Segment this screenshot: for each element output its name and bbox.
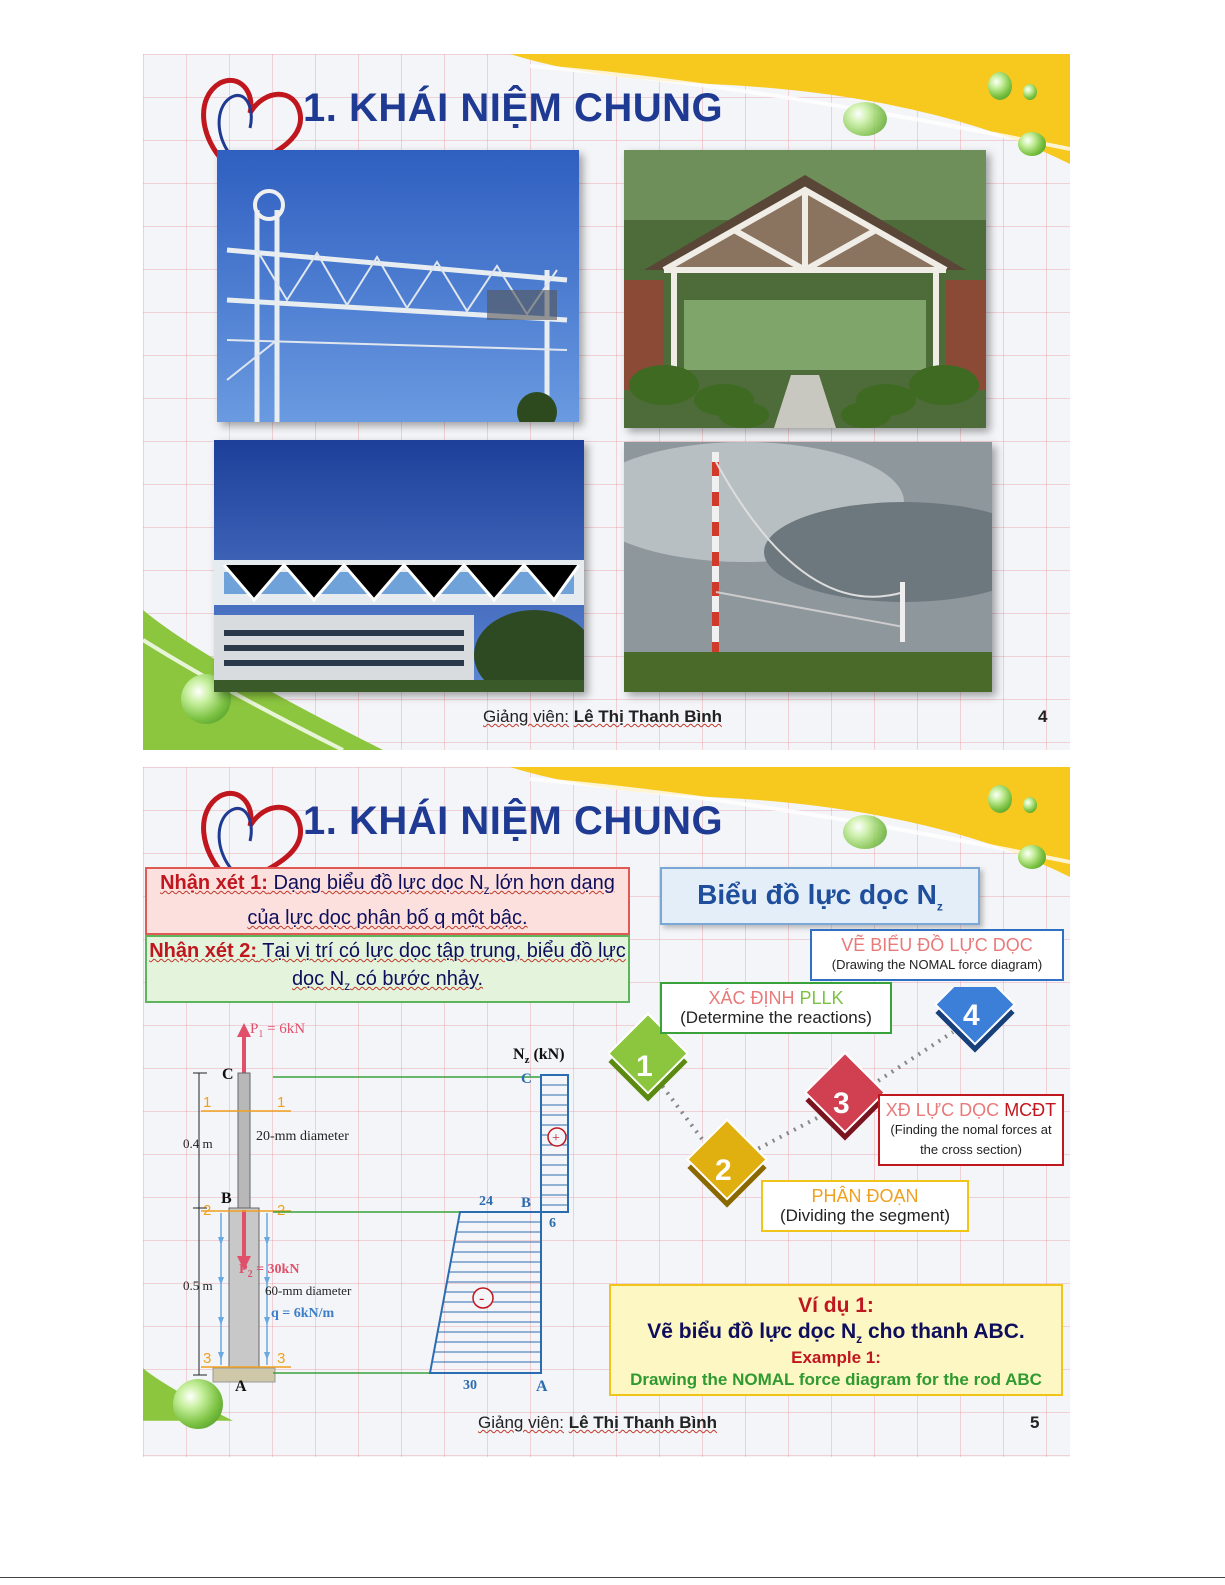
step-1-number: 1 xyxy=(636,1050,653,1083)
plus-sign: + xyxy=(552,1131,560,1146)
slide-title: 1. KHÁI NIỆM CHUNG xyxy=(303,86,724,130)
section-1-left: 1 xyxy=(203,1094,212,1111)
nz-axis-label: $N_z$ (kN) xyxy=(513,1046,565,1066)
remark-1-text: Dạng biểu đồ lực dọc N xyxy=(267,872,484,894)
value-30: 30 xyxy=(463,1378,477,1393)
lecturer-footer xyxy=(483,707,722,727)
truss-tower-photo xyxy=(217,150,579,422)
heading-text: Biểu đồ lực dọc N xyxy=(697,879,937,910)
step-1-title: XÁC ĐỊNH xyxy=(708,988,800,1008)
water-drop-icon xyxy=(988,72,1012,100)
upper-diameter-label: 20-mm diameter xyxy=(256,1129,349,1144)
suspension-bridge-photo xyxy=(624,442,992,692)
heart-logo-icon xyxy=(195,781,315,881)
section-3-right: 3 xyxy=(277,1350,286,1367)
water-drop-icon xyxy=(1018,845,1046,869)
step-1-title-accent: PLLK xyxy=(799,988,844,1008)
remark-2-text: Tại vị trí có lực dọc tập trung, biểu đồ lực dọc N xyxy=(257,940,626,990)
lecturer-footer xyxy=(478,1413,717,1433)
water-drop-icon xyxy=(843,815,887,849)
example-label: Ví dụ 1: xyxy=(798,1294,874,1317)
slide-title: 1. KHÁI NIỆM CHUNG xyxy=(303,799,724,843)
p2-label: $P_2 = 30kN$ xyxy=(239,1262,300,1280)
example-task-tail: cho thanh ABC. xyxy=(862,1320,1025,1343)
lecturer-name: Lê Thị Thanh Bình xyxy=(568,1413,717,1432)
step-4-box xyxy=(810,929,1064,981)
step-4-title-accent: LỰC DỌC xyxy=(949,935,1033,955)
point-c-label: C xyxy=(222,1066,234,1083)
lecturer-name: Lê Thị Thanh Bình xyxy=(573,707,722,726)
rod-axial-force-diagram xyxy=(173,1015,613,1400)
length-upper-label: 0.4 m xyxy=(183,1136,213,1151)
heading-sub: z xyxy=(936,899,943,914)
lower-diameter-label: 60-mm diameter xyxy=(265,1283,352,1298)
remark-1-box xyxy=(145,867,630,935)
nz-point-c: C xyxy=(521,1071,532,1087)
remark-1-heading: Nhận xét 1: xyxy=(160,872,268,894)
step-3-subtitle: (Finding the nomal forces at the cross section) xyxy=(890,1122,1052,1157)
page-number: 5 xyxy=(1030,1413,1040,1432)
step-4-title: VẼ BIỂU ĐỒ xyxy=(841,935,950,955)
remark-2-text-tail: có bước nhảy. xyxy=(350,968,484,990)
example-task xyxy=(611,1320,1061,1346)
slide-4 xyxy=(143,54,1070,750)
nz-point-b: B xyxy=(521,1195,532,1211)
step-2-subtitle: (Dividing the segment) xyxy=(779,1206,951,1225)
example-task-sub: z xyxy=(856,1332,863,1347)
p1-label: $P_1 = 6kN$ xyxy=(250,1021,306,1040)
remark-2-heading: Nhận xét 2: xyxy=(149,940,257,962)
example-task-text: Vẽ biểu đồ lực dọc N xyxy=(647,1320,857,1343)
water-drop-icon xyxy=(1018,132,1046,156)
remark-1-sub: z xyxy=(483,883,490,897)
section-1-right: 1 xyxy=(277,1094,286,1111)
section-3-left: 3 xyxy=(203,1350,212,1367)
value-6: 6 xyxy=(549,1216,556,1231)
upper-rod xyxy=(238,1073,250,1208)
example-task-en: Drawing the NOMAL force diagram for the rod ABC xyxy=(630,1370,1042,1390)
page-number: 4 xyxy=(1038,707,1048,726)
example-label-en: Example 1: xyxy=(791,1348,881,1368)
step-2-title: PHÂN ĐOẠN xyxy=(811,1186,919,1206)
remark-2-sub: z xyxy=(344,979,351,993)
step-4-subtitle: (Drawing the NOMAL force diagram) xyxy=(831,957,1043,972)
q-label: q = 6kN/m xyxy=(271,1306,335,1321)
point-b-label: B xyxy=(221,1190,232,1207)
example-box xyxy=(609,1284,1063,1396)
skybridge-photo xyxy=(214,440,584,692)
step-1-subtitle: (Determine the reactions) xyxy=(680,1008,872,1027)
length-lower-label: 0.5 m xyxy=(183,1278,213,1293)
step-2-box xyxy=(761,1180,969,1232)
step-4-number: 4 xyxy=(963,999,980,1032)
axial-force-diagram-heading xyxy=(660,867,980,925)
water-drop-icon xyxy=(988,785,1012,813)
page-bottom-rule xyxy=(0,1577,1225,1578)
footer-label: Giảng viên: xyxy=(478,1413,564,1432)
minus-sign: - xyxy=(479,1290,485,1307)
point-a-label: A xyxy=(235,1378,247,1395)
section-2-left: 2 xyxy=(203,1202,212,1219)
section-2-right: 2 xyxy=(277,1202,286,1219)
step-3-title-accent: MCĐT xyxy=(1004,1100,1057,1120)
water-drop-icon xyxy=(1023,84,1037,100)
remark-1-text-tail: lớn hơn dạng của lực dọc phân bố q một bậc. xyxy=(247,872,615,929)
slide-5 xyxy=(143,767,1070,1457)
remark-2-box xyxy=(145,935,630,1003)
step-2-number: 2 xyxy=(715,1154,732,1187)
nz-point-a: A xyxy=(536,1378,548,1395)
pavilion-truss-photo xyxy=(624,150,986,428)
step-3-box xyxy=(878,1094,1064,1166)
water-drop-icon xyxy=(843,102,887,136)
step-1-box xyxy=(660,982,892,1034)
footer-label: Giảng viên: xyxy=(483,707,569,726)
step-3-title: XĐ LỰC DỌC xyxy=(885,1100,1005,1120)
step-3-number: 3 xyxy=(833,1087,850,1120)
water-drop-icon xyxy=(1023,797,1037,813)
value-24: 24 xyxy=(479,1194,493,1209)
